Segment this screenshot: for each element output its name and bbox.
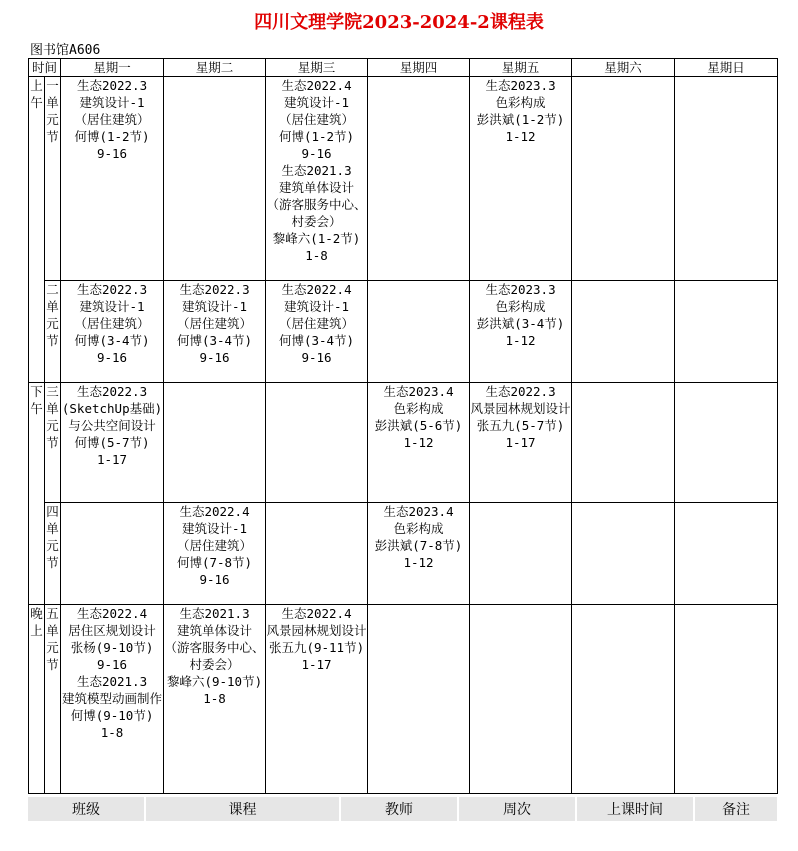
course-line: 彭洪斌(7-8节)	[374, 538, 463, 553]
legend-class: 班级	[28, 797, 146, 821]
unit-cell	[45, 77, 61, 281]
course-line: 生态2023.3	[485, 282, 556, 297]
room-label: 图书馆A606	[30, 43, 101, 58]
course-cell	[470, 605, 572, 794]
period-label: 晚上	[30, 606, 43, 638]
course-cell	[368, 605, 470, 794]
course-line: 生态2023.4	[383, 384, 454, 399]
course-line: 生态2022.3	[76, 384, 148, 399]
course-cell	[572, 383, 675, 503]
course-line: 9-16	[96, 657, 128, 672]
course-line: 建筑设计-1	[283, 95, 350, 110]
course-line: 生态2021.3	[281, 163, 352, 178]
course-line: 建筑模型动画制作	[62, 691, 163, 706]
course-cell	[61, 383, 164, 503]
course-line: （游客服务中心、村委会）	[266, 197, 367, 229]
course-cell	[470, 503, 572, 605]
course-line: 1-17	[96, 452, 128, 467]
schedule-row	[29, 503, 778, 605]
unit-cell	[45, 605, 61, 794]
course-line: 9-16	[96, 146, 128, 161]
course-line: 9-16	[301, 350, 332, 365]
day-header: 星期日	[675, 59, 778, 77]
course-line: 生态2022.3	[76, 78, 148, 93]
legend-teacher: 教师	[341, 797, 459, 821]
course-line: 9-16	[199, 572, 230, 587]
course-cell	[164, 77, 266, 281]
course-line: （居住建筑）	[74, 316, 150, 331]
course-line: 1-17	[505, 435, 536, 450]
course-line: 生态2022.3	[76, 282, 148, 297]
day-header: 星期三	[266, 59, 368, 77]
course-cell	[368, 77, 470, 281]
course-line: 色彩构成	[495, 299, 546, 314]
course-line: 黎峰六(1-2节)	[272, 231, 361, 246]
course-line: 何博(3-4节)	[278, 333, 355, 348]
course-line: 1-8	[305, 248, 328, 263]
course-cell	[470, 281, 572, 383]
course-line: 何博(1-2节)	[278, 129, 355, 144]
course-cell	[368, 383, 470, 503]
course-line: 9-16	[301, 146, 332, 161]
course-cell	[61, 503, 164, 605]
period-evening	[29, 605, 45, 794]
course-cell	[164, 281, 266, 383]
course-cell	[675, 605, 778, 794]
course-line: 1-12	[505, 129, 536, 144]
course-line: 何博(3-4节)	[74, 333, 150, 348]
course-line: (SketchUp基础)与公共空间设计	[61, 401, 163, 433]
legend-course: 课程	[146, 797, 341, 821]
course-cell	[572, 281, 675, 383]
course-line: 生态2023.4	[383, 504, 454, 519]
course-cell	[675, 503, 778, 605]
course-cell	[164, 383, 266, 503]
course-cell	[164, 605, 266, 794]
course-line: 色彩构成	[393, 401, 444, 416]
course-line: 彭洪斌(1-2节)	[476, 112, 565, 127]
course-line: 风景园林规划设计	[266, 623, 367, 638]
course-line: 彭洪斌(5-6节)	[374, 418, 463, 433]
unit-cell	[45, 503, 61, 605]
course-line: 生态2023.3	[485, 78, 556, 93]
course-line: 建筑单体设计	[279, 180, 355, 195]
course-line: 1-8	[100, 725, 124, 740]
course-line: 生态2022.4	[179, 504, 250, 519]
schedule-table	[28, 58, 778, 794]
legend-bar	[28, 797, 777, 821]
course-line: 何博(3-4节)	[176, 333, 253, 348]
period-afternoon	[29, 383, 45, 605]
unit-label: 四单元节	[46, 504, 59, 570]
course-cell	[675, 281, 778, 383]
course-cell	[61, 605, 164, 794]
course-cell	[266, 605, 368, 794]
header-row	[29, 59, 778, 77]
course-line: 建筑设计-1	[181, 299, 248, 314]
course-line: 生态2022.4	[76, 606, 148, 621]
course-cell	[266, 383, 368, 503]
course-line: 建筑单体设计	[177, 623, 253, 638]
course-line: 1-12	[403, 555, 434, 570]
course-line: 9-16	[96, 350, 128, 365]
unit-cell	[45, 281, 61, 383]
course-cell	[470, 77, 572, 281]
course-line: 黎峰六(9-10节)	[166, 674, 263, 689]
course-line: （居住建筑）	[279, 316, 355, 331]
course-line: 建筑设计-1	[283, 299, 350, 314]
course-line: 1-12	[505, 333, 536, 348]
course-line: 建筑设计-1	[181, 521, 248, 536]
page-title: 四川文理学院2023-2024-2课程表	[254, 12, 544, 33]
course-line: 9-16	[199, 350, 230, 365]
schedule-row	[29, 605, 778, 794]
course-line: 居住区规划设计	[68, 623, 156, 638]
course-line: （居住建筑）	[177, 538, 253, 553]
course-line: 生态2022.4	[281, 78, 352, 93]
unit-label: 五单元节	[46, 606, 59, 672]
course-line: 生态2022.3	[485, 384, 556, 399]
legend-time: 上课时间	[577, 797, 695, 821]
course-line: 张五九(5-7节)	[476, 418, 565, 433]
course-cell	[61, 77, 164, 281]
course-cell	[61, 281, 164, 383]
course-line: 何博(7-8节)	[176, 555, 253, 570]
course-line: 张五九(9-11节)	[268, 640, 365, 655]
period-morning	[29, 77, 45, 383]
course-line: 风景园林规划设计	[470, 401, 571, 416]
course-line: 何博(1-2节)	[74, 129, 150, 144]
course-line: 1-17	[301, 657, 332, 672]
day-header: 星期一	[61, 59, 164, 77]
course-line: 1-8	[203, 691, 226, 706]
period-label: 上午	[30, 78, 43, 110]
unit-label: 一单元节	[46, 78, 59, 144]
unit-cell	[45, 383, 61, 503]
course-line: （游客服务中心、村委会）	[164, 640, 265, 672]
course-line: （居住建筑）	[279, 112, 355, 127]
period-label: 下午	[30, 384, 43, 416]
course-cell	[572, 77, 675, 281]
course-cell	[572, 503, 675, 605]
schedule-row	[29, 383, 778, 503]
course-line: 生态2021.3	[179, 606, 250, 621]
course-cell	[266, 77, 368, 281]
course-cell	[675, 77, 778, 281]
course-line: 1-12	[403, 435, 434, 450]
course-line: 建筑设计-1	[79, 95, 145, 110]
course-line: 何博(9-10节)	[70, 708, 154, 723]
course-cell	[368, 503, 470, 605]
course-line: 生态2022.4	[281, 282, 352, 297]
legend-weeks: 周次	[459, 797, 577, 821]
day-header: 星期二	[164, 59, 266, 77]
course-cell	[368, 281, 470, 383]
course-cell	[266, 281, 368, 383]
time-header: 时间	[29, 59, 61, 77]
schedule-row	[29, 281, 778, 383]
course-line: （居住建筑）	[177, 316, 253, 331]
course-line: （居住建筑）	[74, 112, 150, 127]
legend-notes: 备注	[722, 802, 750, 818]
course-cell	[164, 503, 266, 605]
day-header: 星期五	[470, 59, 572, 77]
course-line: 生态2022.4	[281, 606, 352, 621]
course-line: 彭洪斌(3-4节)	[476, 316, 565, 331]
unit-label: 二单元节	[46, 282, 59, 348]
course-line: 张杨(9-10节)	[70, 640, 154, 655]
day-header: 星期四	[368, 59, 470, 77]
course-cell	[470, 383, 572, 503]
unit-label: 三单元节	[46, 384, 59, 450]
course-line: 何博(5-7节)	[74, 435, 150, 450]
course-cell	[266, 503, 368, 605]
course-line: 建筑设计-1	[79, 299, 145, 314]
course-cell	[675, 383, 778, 503]
course-line: 色彩构成	[495, 95, 546, 110]
course-line: 色彩构成	[393, 521, 444, 536]
course-line: 生态2021.3	[76, 674, 148, 689]
day-header: 星期六	[572, 59, 675, 77]
course-cell	[572, 605, 675, 794]
course-line: 生态2022.3	[179, 282, 250, 297]
schedule-row	[29, 77, 778, 281]
